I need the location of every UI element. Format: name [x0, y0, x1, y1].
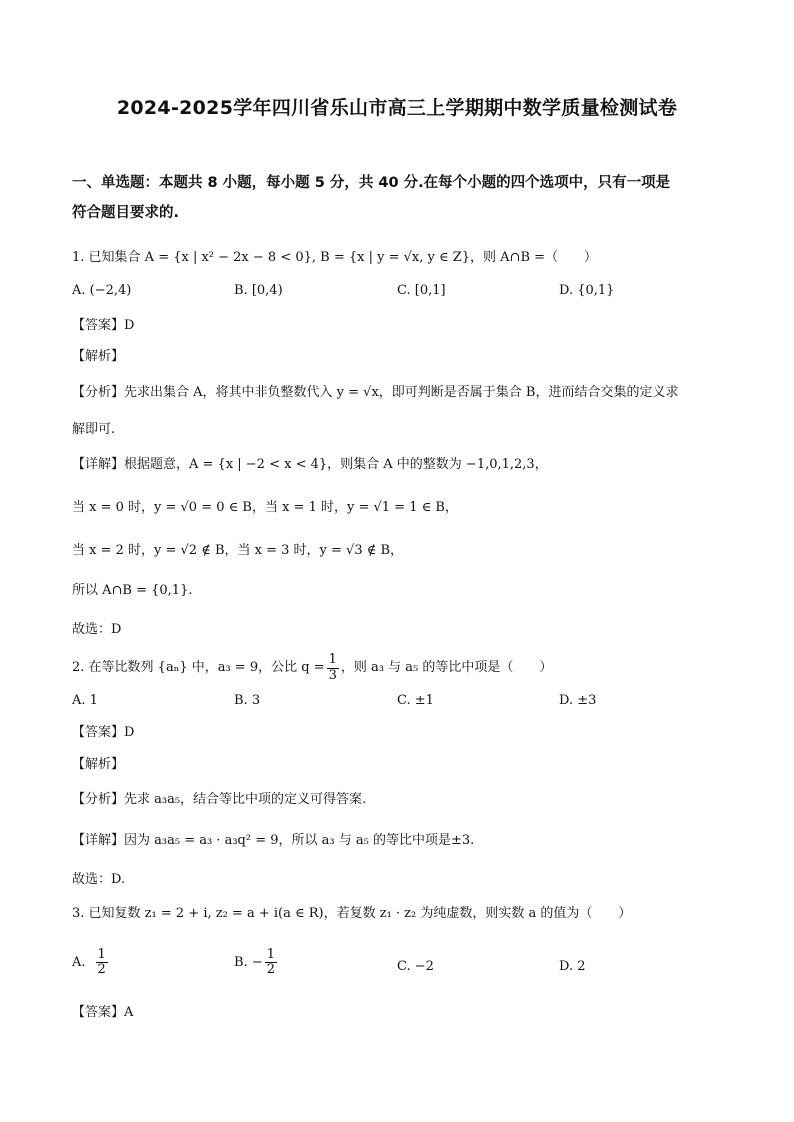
- option-a-fraction: [96, 948, 108, 978]
- question-1-detail-line-2: 当 x = 0 时，y = √0 = 0 ∈ B，当 x = 1 时，y = √1 = 1 ∈ B，: [72, 500, 458, 515]
- question-2-detail: 【详解】因为 a₃a₅ = a₃ · a₃q² = 9，所以 a₃ 与 a₅ 的等比中项是±3.: [72, 833, 475, 848]
- question-1-analysis-line-1: 【分析】先求出集合 A，将其中非负整数代入 y = √x，即可判断是否属于集合 B，进而结合交集的定义求: [72, 385, 679, 400]
- question-1-answer: 【答案】D: [72, 318, 135, 333]
- question-1-detail-line-4: 所以 A∩B = {0,1}.: [72, 583, 193, 598]
- question-1-choice: 故选：D: [72, 622, 122, 637]
- option-b-fraction: [265, 948, 277, 978]
- ratio-denominator: 3: [328, 667, 337, 683]
- question-1-detail-line-3: 当 x = 2 时，y = √2 ∉ B，当 x = 3 时，y = √3 ∉ B，: [72, 543, 404, 558]
- ratio-numerator: 1: [328, 652, 337, 668]
- question-3-option-a-label: A.: [72, 954, 86, 970]
- question-1-option-c: C. [0,1]: [397, 283, 446, 298]
- ratio-fraction: [327, 653, 339, 683]
- question-3-option-d: D. 2: [559, 959, 586, 974]
- question-1-option-a: A. (−2,4): [72, 283, 132, 298]
- question-3-option-b-label: B. −: [234, 954, 263, 970]
- question-1-analysis-line-2: 解即可.: [72, 422, 116, 437]
- question-2-option-a: A. 1: [72, 693, 98, 708]
- question-2-option-c: C. ±1: [397, 693, 434, 708]
- option-b-numerator: 1: [266, 947, 275, 962]
- option-a-denominator: 2: [97, 962, 106, 978]
- question-3-answer: 【答案】A: [72, 1005, 134, 1020]
- question-2-option-d: D. ±3: [559, 693, 597, 708]
- question-2-stem-end: ，则 a₃ 与 a₅ 的等比中项是（ ）: [340, 660, 553, 675]
- question-3-option-b: [234, 948, 279, 978]
- section-heading-line-1: 一、单选题：本题共 8 小题，每小题 5 分，共 40 分.在每个小题的四个选项中，只有一项是: [72, 175, 671, 191]
- question-1-analysis-heading: 【解析】: [72, 349, 125, 364]
- question-2-analysis: 【分析】先求 a₃a₅，结合等比中项的定义可得答案.: [72, 792, 367, 807]
- option-b-denominator: 2: [266, 962, 275, 978]
- question-2-answer: 【答案】D: [72, 725, 135, 740]
- page-title: 2024-2025学年四川省乐山市高三上学期期中数学质量检测试卷: [116, 97, 678, 119]
- question-1-option-b: B. [0,4): [234, 283, 283, 298]
- question-3-stem: 3. 已知复数 z₁ = 2 + i, z₂ = a + i(a ∈ R)，若复数 z₁ · z₂ 为纯虚数，则实数 a 的值为（ ）: [72, 906, 632, 921]
- question-1-option-d: D. {0,1}: [559, 283, 615, 298]
- question-1-detail-line-1: 【详解】根据题意，A = {x | −2 < x < 4}，则集合 A 中的整数为 −1,0,1,2,3，: [72, 457, 548, 472]
- question-3-option-a: [72, 948, 110, 978]
- question-1-stem: 1. 已知集合 A = {x | x² − 2x − 8 < 0}, B = {x | y = √x, y ∈ Z}，则 A∩B =（ ）: [72, 250, 598, 265]
- question-2-option-b: B. 3: [234, 693, 261, 708]
- question-2-choice: 故选：D.: [72, 872, 126, 887]
- question-3-option-c: C. −2: [397, 959, 434, 974]
- question-2-stem-start: 2. 在等比数列 {aₙ} 中，a₃ = 9，公比 q =: [72, 660, 325, 675]
- question-2-stem: [72, 648, 732, 688]
- question-2-analysis-heading: 【解析】: [72, 757, 125, 772]
- section-heading-line-2: 符合题目要求的.: [72, 205, 180, 221]
- option-a-numerator: 1: [97, 947, 106, 962]
